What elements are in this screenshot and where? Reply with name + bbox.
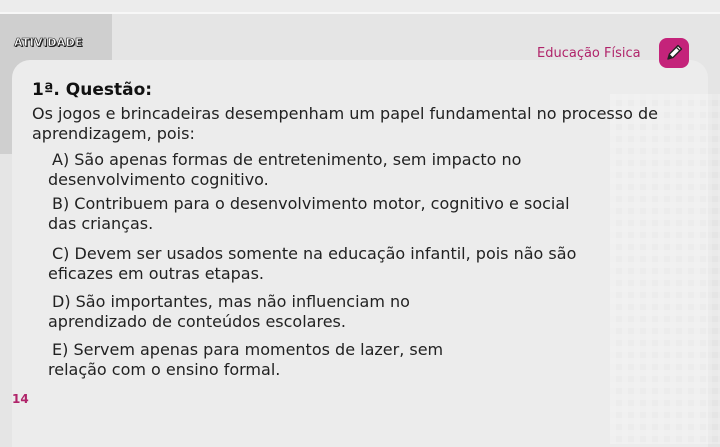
page-number: 14 [12, 392, 29, 406]
option-a-line-1: A) São apenas formas de entretenimento, sem impacto no [52, 150, 522, 169]
question-stem: Os jogos e brincadeiras desempenham um papel fundamental no processo de aprendizagem, pois: [32, 104, 658, 143]
option-b-line-1: B) Contribuem para o desenvolvimento motor, cognitivo e social [52, 194, 570, 213]
option-a-line-2: desenvolvimento cognitivo. [48, 170, 269, 189]
subject-label: Educação Física [537, 46, 641, 61]
activity-slide [0, 14, 720, 447]
option-e-line-1: E) Servem apenas para momentos de lazer, sem [52, 340, 444, 359]
activity-badge: ATIVIDADE [14, 36, 83, 49]
option-c-line-1: C) Devem ser usados somente na educação infantil, pois não são [52, 244, 577, 263]
top-strip [0, 0, 720, 14]
option-b [48, 194, 672, 234]
option-e [48, 340, 672, 380]
option-c [48, 244, 672, 284]
option-d-line-2: aprendizado de conteúdos escolares. [48, 312, 346, 331]
question-title: 1ª. Questão: [32, 80, 153, 100]
option-e-line-2: relação com o ensino formal. [48, 360, 281, 379]
option-d [48, 292, 672, 332]
pencil-icon [659, 38, 689, 68]
option-a [48, 150, 672, 190]
option-b-line-2: das crianças. [48, 214, 154, 233]
option-c-line-2: eficazes em outras etapas. [48, 264, 265, 283]
option-d-line-1: D) São importantes, mas não influenciam no [52, 292, 410, 311]
